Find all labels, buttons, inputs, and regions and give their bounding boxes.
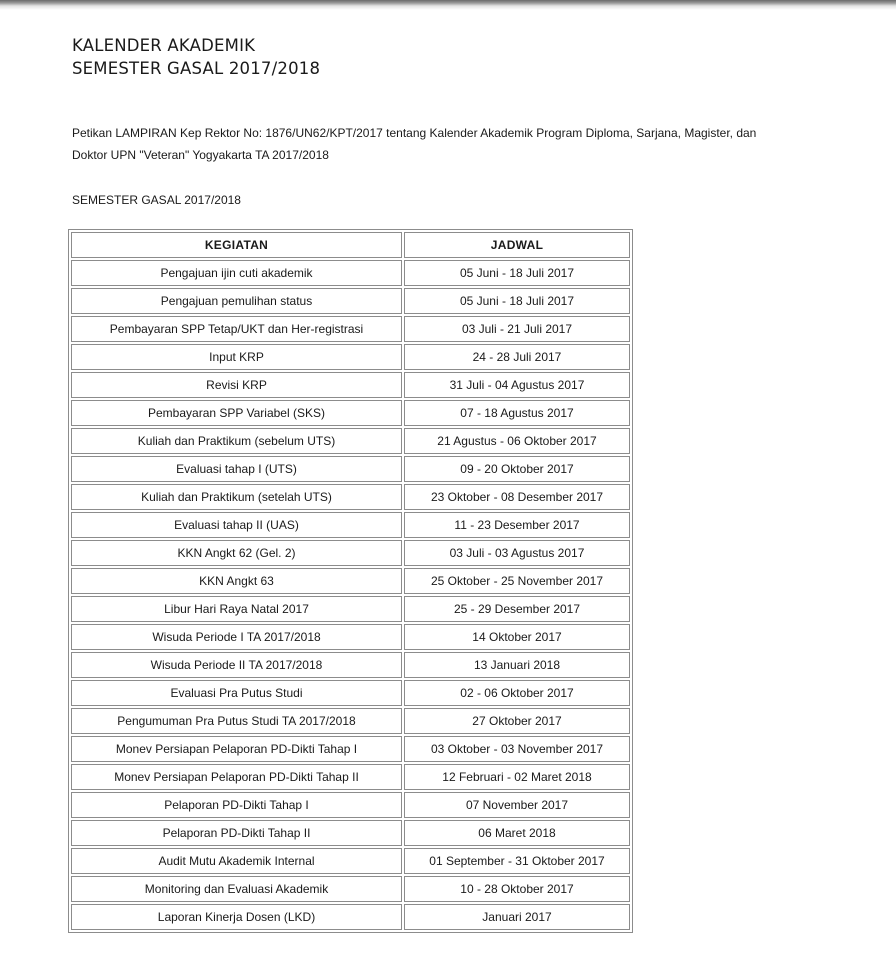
table-row	[71, 820, 630, 846]
schedule-cell: 27 Oktober 2017	[404, 708, 630, 734]
table-row	[71, 288, 630, 314]
table-row	[71, 624, 630, 650]
schedule-cell: 02 - 06 Oktober 2017	[404, 680, 630, 706]
schedule-cell: 24 - 28 Juli 2017	[404, 344, 630, 370]
section-subtitle: SEMESTER GASAL 2017/2018	[72, 193, 241, 207]
activity-cell: Pelaporan PD-Dikti Tahap I	[71, 792, 402, 818]
activity-cell: Monitoring dan Evaluasi Akademik	[71, 876, 402, 902]
table-body	[71, 260, 630, 930]
table-row	[71, 568, 630, 594]
schedule-table	[68, 229, 633, 933]
activity-cell: Pembayaran SPP Tetap/UKT dan Her-registrasi	[71, 316, 402, 342]
schedule-cell: 05 Juni - 18 Juli 2017	[404, 260, 630, 286]
table-row	[71, 596, 630, 622]
activity-cell: Libur Hari Raya Natal 2017	[71, 596, 402, 622]
activity-cell: Pelaporan PD-Dikti Tahap II	[71, 820, 402, 846]
table-row	[71, 736, 630, 762]
schedule-cell: 13 Januari 2018	[404, 652, 630, 678]
schedule-cell: 23 Oktober - 08 Desember 2017	[404, 484, 630, 510]
activity-cell: Pengumuman Pra Putus Studi TA 2017/2018	[71, 708, 402, 734]
schedule-cell: 12 Februari - 02 Maret 2018	[404, 764, 630, 790]
activity-cell: Input KRP	[71, 344, 402, 370]
table-row	[71, 316, 630, 342]
schedule-cell: 31 Juli - 04 Agustus 2017	[404, 372, 630, 398]
title-line-1: KALENDER AKADEMIK	[72, 36, 256, 55]
activity-cell: Laporan Kinerja Dosen (LKD)	[71, 904, 402, 930]
activity-cell: Wisuda Periode I TA 2017/2018	[71, 624, 402, 650]
table-row	[71, 680, 630, 706]
activity-cell: Revisi KRP	[71, 372, 402, 398]
activity-cell: Pengajuan pemulihan status	[71, 288, 402, 314]
activity-cell: Monev Persiapan Pelaporan PD-Dikti Tahap I	[71, 736, 402, 762]
table-header-row	[71, 232, 630, 258]
activity-cell: Kuliah dan Praktikum (sebelum UTS)	[71, 428, 402, 454]
schedule-cell: 06 Maret 2018	[404, 820, 630, 846]
schedule-cell: 14 Oktober 2017	[404, 624, 630, 650]
schedule-cell: 01 September - 31 Oktober 2017	[404, 848, 630, 874]
title-line-2: SEMESTER GASAL 2017/2018	[72, 59, 321, 78]
schedule-cell: 21 Agustus - 06 Oktober 2017	[404, 428, 630, 454]
activity-cell: KKN Angkt 63	[71, 568, 402, 594]
schedule-cell: 03 Juli - 21 Juli 2017	[404, 316, 630, 342]
activity-cell: Evaluasi tahap II (UAS)	[71, 512, 402, 538]
table-row	[71, 400, 630, 426]
schedule-cell: 25 Oktober - 25 November 2017	[404, 568, 630, 594]
schedule-cell: 10 - 28 Oktober 2017	[404, 876, 630, 902]
column-header-jadwal: JADWAL	[404, 232, 630, 258]
column-header-kegiatan: KEGIATAN	[71, 232, 402, 258]
schedule-cell: 03 Oktober - 03 November 2017	[404, 736, 630, 762]
intro-line-2: Doktor UPN "Veteran" Yogyakarta TA 2017/2018	[72, 148, 329, 162]
activity-cell: Kuliah dan Praktikum (setelah UTS)	[71, 484, 402, 510]
schedule-cell: 11 - 23 Desember 2017	[404, 512, 630, 538]
schedule-cell: 05 Juni - 18 Juli 2017	[404, 288, 630, 314]
table-row	[71, 540, 630, 566]
table-row	[71, 792, 630, 818]
activity-cell: KKN Angkt 62 (Gel. 2)	[71, 540, 402, 566]
table-row	[71, 512, 630, 538]
table-row	[71, 344, 630, 370]
schedule-cell: 09 - 20 Oktober 2017	[404, 456, 630, 482]
activity-cell: Audit Mutu Akademik Internal	[71, 848, 402, 874]
activity-cell: Evaluasi tahap I (UTS)	[71, 456, 402, 482]
table-row	[71, 428, 630, 454]
schedule-cell: Januari 2017	[404, 904, 630, 930]
top-border	[0, 0, 896, 10]
table-row	[71, 456, 630, 482]
intro-paragraph	[72, 122, 862, 166]
table-row	[71, 652, 630, 678]
schedule-cell: 25 - 29 Desember 2017	[404, 596, 630, 622]
intro-line-1: Petikan LAMPIRAN Kep Rektor No: 1876/UN62/KPT/2017 tentang Kalender Akademik Program Diploma, Sarjana, Magister, dan	[72, 126, 757, 140]
schedule-cell: 07 - 18 Agustus 2017	[404, 400, 630, 426]
table-row	[71, 708, 630, 734]
activity-cell: Monev Persiapan Pelaporan PD-Dikti Tahap II	[71, 764, 402, 790]
page-title	[72, 34, 320, 80]
table-row	[71, 904, 630, 930]
table-row	[71, 876, 630, 902]
table-row	[71, 372, 630, 398]
activity-cell: Wisuda Periode II TA 2017/2018	[71, 652, 402, 678]
schedule-cell: 07 November 2017	[404, 792, 630, 818]
activity-cell: Pengajuan ijin cuti akademik	[71, 260, 402, 286]
table-row	[71, 764, 630, 790]
table-row	[71, 260, 630, 286]
activity-cell: Evaluasi Pra Putus Studi	[71, 680, 402, 706]
schedule-cell: 03 Juli - 03 Agustus 2017	[404, 540, 630, 566]
activity-cell: Pembayaran SPP Variabel (SKS)	[71, 400, 402, 426]
table-row	[71, 848, 630, 874]
table-row	[71, 484, 630, 510]
